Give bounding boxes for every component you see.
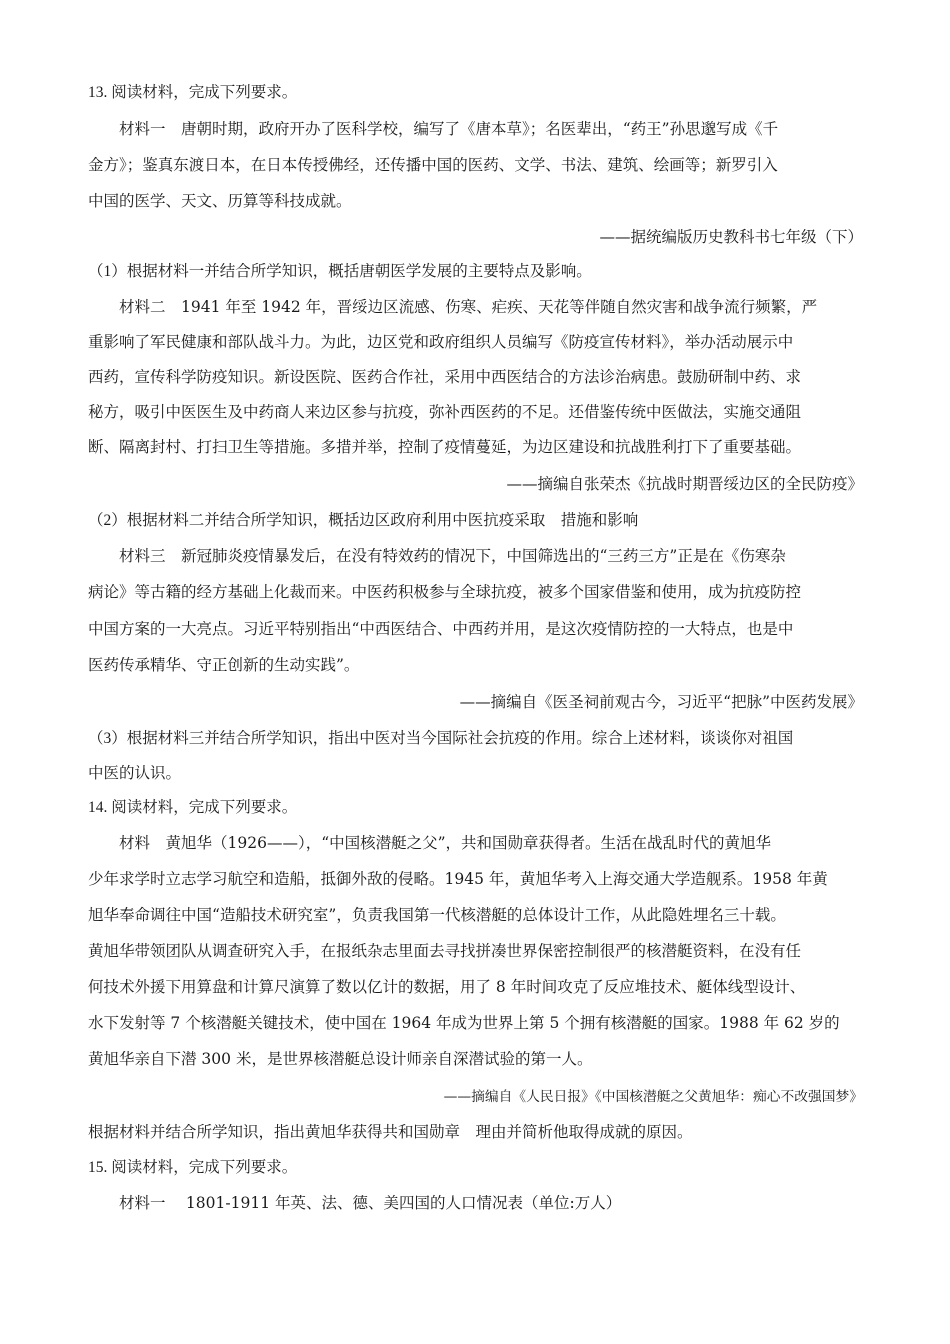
q14-material-line-6: 水下发射等 7 个核潜艇关键技术，使中国在 1964 年成为世界上第 5 个拥有核潜艇的国家。1988 年 62 岁的 — [88, 1014, 840, 1032]
q13-material-3-line-1: 材料三 新冠肺炎疫情暴发后，在没有特效药的情况下，中国筛选出的“三药三方”正是在《伤寒杂 — [119, 547, 786, 565]
question-13-title: 13. 阅读材料，完成下列要求。 — [88, 84, 298, 101]
q14-material-line-2: 少年求学时立志学习航空和造船，抵御外敌的侵略。1945 年，黄旭华考入上海交通大学造舰系。1958 年黄 — [88, 870, 828, 888]
q14-material-line-3: 旭华奉命调往中国“造船技术研究室”，负责我国第一代核潜艇的总体设计工作，从此隐姓埋名三十载。 — [88, 906, 786, 924]
q15-material-1-caption: 材料一 1801-1911 年英、法、德、美四国的人口情况表（单位:万人） — [119, 1194, 622, 1212]
q13-material-3-line-4: 医药传承精华、守正创新的生动实践”。 — [88, 656, 360, 674]
q13-sub-question-2: （2）根据材料二并结合所学知识，概括边区政府利用中医抗疫采取 措施和影响 — [88, 512, 639, 529]
q13-material-1-line-3: 中国的医学、天文、历算等科技成就。 — [88, 192, 352, 210]
q13-material-2-line-5: 断、隔离封村、打扫卫生等措施。多措并举，控制了疫情蔓延，为边区建设和抗战胜利打下了重要基础。 — [88, 438, 802, 456]
q14-material-line-7: 黄旭华亲自下潜 300 米，是世界核潜艇总设计师亲自深潜试验的第一人。 — [88, 1050, 593, 1068]
q13-material-2-source: ——摘编自张荣杰《抗战时期晋绥边区的全民防疫》 — [506, 475, 863, 493]
q13-sub-question-3-line-1: （3）根据材料三并结合所学知识，指出中医对当今国际社会抗疫的作用。综合上述材料，谈谈你对祖国 — [88, 730, 794, 747]
q13-material-1-line-2: 金方》；鉴真东渡日本，在日本传授佛经，还传播中国的医药、文学、书法、建筑、绘画等；新罗引入 — [88, 156, 778, 174]
question-14-title: 14. 阅读材料，完成下列要求。 — [88, 799, 298, 816]
q13-material-2-line-2: 重影响了军民健康和部队战斗力。为此，边区党和政府组织人员编写《防疫宣传材料》，举办活动展示中 — [88, 333, 794, 351]
q13-material-2-line-4: 秘方，吸引中医医生及中药商人来边区参与抗疫，弥补西医药的不足。还借鉴传统中医做法，实施交通阻 — [88, 403, 802, 421]
q13-sub-question-3-line-2: 中医的认识。 — [88, 765, 182, 782]
q14-material-line-5: 何技术外援下用算盘和计算尺演算了数以亿计的数据，用了 8 年时间攻克了反应堆技术、艇体线型设计、 — [88, 978, 806, 996]
q14-question: 根据材料并结合所学知识，指出黄旭华获得共和国勋章 理由并简析他取得成就的原因。 — [88, 1124, 693, 1141]
q13-material-3-line-3: 中国方案的一大亮点。习近平特别指出“中西医结合、中西药并用，是这次疫情防控的一大特点，也是中 — [88, 620, 794, 638]
q13-material-3-line-2: 病论》等古籍的经方基础上化裁而来。中医药积极参与全球抗疫，被多个国家借鉴和使用，成为抗疫防控 — [88, 583, 802, 601]
q13-material-2-line-1: 材料二 1941 年至 1942 年，晋绥边区流感、伤寒、疟疾、天花等伴随自然灾害和战争流行频繁，严 — [119, 298, 818, 316]
q13-material-1-line-1: 材料一 唐朝时期，政府开办了医科学校，编写了《唐本草》；名医辈出，“药王”孙思邈写成《千 — [119, 120, 779, 138]
q13-sub-question-1: （1）根据材料一并结合所学知识，概括唐朝医学发展的主要特点及影响。 — [88, 263, 592, 280]
q14-material-source: ——摘编自《人民日报》《中国核潜艇之父黄旭华：痴心不改强国梦》 — [443, 1089, 863, 1105]
q13-material-3-source: ——摘编自《医圣祠前观古今，习近平“把脉”中医药发展》 — [459, 693, 863, 711]
q13-material-2-line-3: 西药，宣传科学防疫知识。新设医院、医药合作社，采用中西医结合的方法诊治病患。鼓励研制中药、求 — [88, 368, 802, 386]
q14-material-line-1: 材料 黄旭华（1926——），“中国核潜艇之父”，共和国勋章获得者。生活在战乱时代的黄旭华 — [119, 834, 772, 852]
question-15-title: 15. 阅读材料，完成下列要求。 — [88, 1159, 298, 1176]
q14-material-line-4: 黄旭华带领团队从调查研究入手，在报纸杂志里面去寻找拼凑世界保密控制很严的核潜艇资料，在没有任 — [88, 942, 802, 960]
q13-material-1-source: ——据统编版历史教科书七年级（下） — [599, 228, 863, 246]
